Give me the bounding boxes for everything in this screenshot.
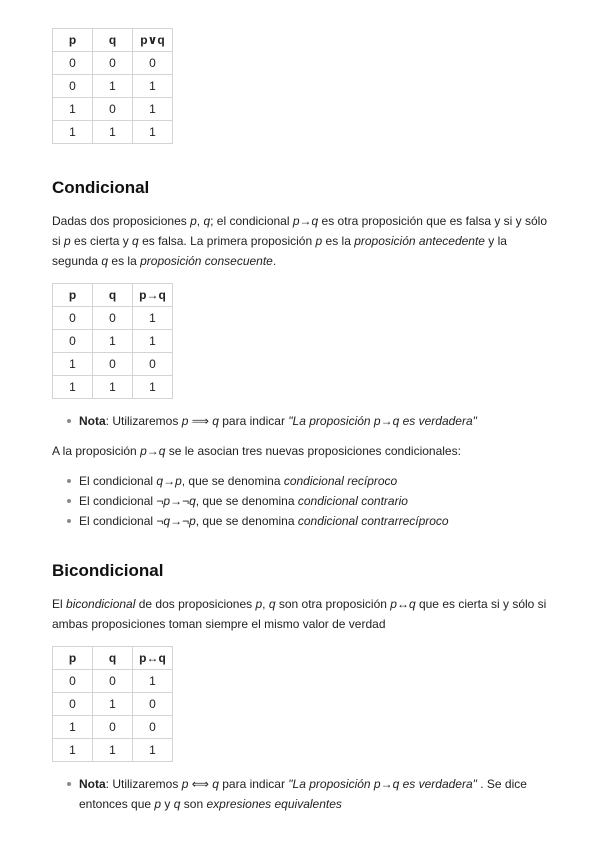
text: Dadas dos proposiciones (52, 214, 191, 228)
table-row (53, 75, 173, 98)
table-cell: 0 (53, 670, 93, 693)
table-cell: 0 (93, 98, 133, 121)
table-cell: 0 (53, 330, 93, 353)
table-cell: 1 (93, 121, 133, 144)
text: son otra proposición (275, 597, 391, 611)
document-page (52, 28, 552, 814)
header-p: p (53, 29, 93, 52)
table-cell: 0 (93, 52, 133, 75)
table-cell: 1 (133, 121, 173, 144)
text: de dos proposiciones (135, 597, 256, 611)
text: , que se denomina (195, 514, 298, 528)
table-cell: 1 (53, 98, 93, 121)
table-row (53, 353, 173, 376)
biconditional-expression: p↔q (390, 597, 416, 611)
term-antecedente: proposición antecedente (354, 234, 485, 248)
text: , (196, 214, 204, 228)
var-p: p (255, 597, 263, 611)
section-title-bicondicional: Bicondicional (52, 561, 164, 580)
table-cell: 1 (133, 330, 173, 353)
term: condicional contrarrecíproco (297, 514, 449, 528)
term-consecuente: proposición consecuente (140, 254, 273, 268)
text: . (272, 254, 277, 268)
term: condicional contrario (297, 494, 408, 508)
header-q: q (93, 29, 133, 52)
table-cell: 1 (53, 716, 93, 739)
text: El condicional (79, 494, 157, 508)
table-cell: 1 (93, 376, 133, 399)
list-item (79, 511, 552, 531)
term-bicondicional: bicondicional (66, 597, 136, 611)
conditional-note-list (52, 411, 552, 431)
var-q: q (132, 234, 139, 248)
text: para indicar (218, 414, 289, 428)
equivalence-expression: p ⟺ q (181, 777, 219, 791)
table-row (53, 307, 173, 330)
table-cell: 1 (133, 75, 173, 98)
text: y la segunda (52, 234, 507, 268)
table-row (53, 98, 173, 121)
table-cell: 1 (53, 121, 93, 144)
table-cell: 0 (133, 353, 173, 376)
table-cell: 1 (133, 670, 173, 693)
table-cell: 1 (93, 75, 133, 98)
conditional-expression: p→q (140, 444, 166, 458)
note-label: Nota (79, 414, 106, 428)
table-header-row (53, 284, 173, 307)
table-cell: 0 (133, 693, 173, 716)
table-cell: 1 (133, 307, 173, 330)
text: es la (108, 254, 141, 268)
implication-expression: p ⟹ q (181, 414, 219, 428)
table-cell: 1 (53, 739, 93, 762)
term-equivalentes: expresiones equivalentes (206, 797, 342, 811)
text: . Se dice entonces que (79, 777, 527, 811)
table-cell: 1 (133, 98, 173, 121)
note-quote: "La proposición p→q es verdadera" (288, 414, 477, 428)
header-p: p (53, 284, 93, 307)
text: es cierta y (70, 234, 133, 248)
var-p: p (64, 234, 71, 248)
table-cell: 0 (133, 52, 173, 75)
var-p: p (154, 797, 162, 811)
biconditional-definition (52, 594, 552, 634)
text: , que se denomina (181, 474, 284, 488)
expression: ¬p→¬q (156, 494, 196, 508)
biconditional-truth-table (52, 646, 173, 762)
header-q: q (93, 284, 133, 307)
conditional-intro (52, 441, 552, 461)
table-cell: 1 (53, 353, 93, 376)
text: El condicional (79, 474, 157, 488)
or-truth-table (52, 28, 173, 144)
conditional-expression: p→q (292, 214, 319, 228)
section-title-condicional: Condicional (52, 178, 150, 197)
biconditional-note-list (52, 774, 552, 814)
text: es otra proposición que es falsa y si y sólo si (52, 214, 548, 248)
note-label: Nota (79, 777, 106, 791)
table-row (53, 739, 173, 762)
table-cell: 0 (53, 693, 93, 716)
header-p: p (53, 647, 93, 670)
table-cell: 0 (53, 52, 93, 75)
text: El (52, 597, 67, 611)
table-row (53, 121, 173, 144)
note-item (79, 411, 552, 431)
table-cell: 0 (53, 75, 93, 98)
table-row (53, 52, 173, 75)
note-quote: "La proposición p→q es verdadera" (288, 777, 477, 791)
text: , (262, 597, 269, 611)
expression: q→p (156, 474, 182, 488)
header-result: p↔q (133, 647, 173, 670)
conditional-definition (52, 211, 552, 271)
table-row (53, 670, 173, 693)
conditional-truth-table (52, 283, 173, 399)
table-cell: 0 (93, 716, 133, 739)
text: se le asocian tres nuevas proposiciones condicionales: (165, 444, 461, 458)
table-cell: 1 (53, 376, 93, 399)
table-cell: 0 (93, 307, 133, 330)
var-q: q (268, 597, 276, 611)
table-cell: 1 (93, 739, 133, 762)
header-q: q (93, 647, 133, 670)
expression: ¬q→¬p (156, 514, 196, 528)
text: para indicar (218, 777, 289, 791)
table-header-row (53, 29, 173, 52)
table-row (53, 376, 173, 399)
table-cell: 0 (93, 353, 133, 376)
list-item (79, 491, 552, 511)
table-header-row (53, 647, 173, 670)
var-q: q (101, 254, 109, 268)
text: El condicional (79, 514, 157, 528)
text: es la (322, 234, 355, 248)
table-row (53, 716, 173, 739)
table-row (53, 693, 173, 716)
table-cell: 1 (93, 330, 133, 353)
text: : Utilizaremos (105, 777, 182, 791)
text: son (180, 797, 207, 811)
text: y (161, 797, 174, 811)
table-cell: 0 (133, 716, 173, 739)
table-cell: 1 (133, 376, 173, 399)
var-p: p (315, 234, 323, 248)
var-p: p (190, 214, 197, 228)
note-item (79, 774, 552, 814)
list-item (79, 471, 552, 491)
table-row (53, 330, 173, 353)
text: A la proposición (52, 444, 141, 458)
var-q: q (173, 797, 181, 811)
header-result: p∨q (133, 29, 173, 52)
text: , que se denomina (195, 494, 298, 508)
table-cell: 0 (53, 307, 93, 330)
text: : Utilizaremos (105, 414, 182, 428)
header-result: p→q (133, 284, 173, 307)
var-q: q (203, 214, 211, 228)
text: es falsa. La primera proposición (138, 234, 316, 248)
table-cell: 0 (93, 670, 133, 693)
text: que es cierta si y sólo si ambas proposiciones toman siempre el mismo valor de verdad (52, 597, 547, 631)
term: condicional recíproco (283, 474, 398, 488)
text: ; el condicional (210, 214, 293, 228)
table-cell: 1 (133, 739, 173, 762)
conditional-variants-list (52, 471, 552, 531)
table-cell: 1 (93, 693, 133, 716)
